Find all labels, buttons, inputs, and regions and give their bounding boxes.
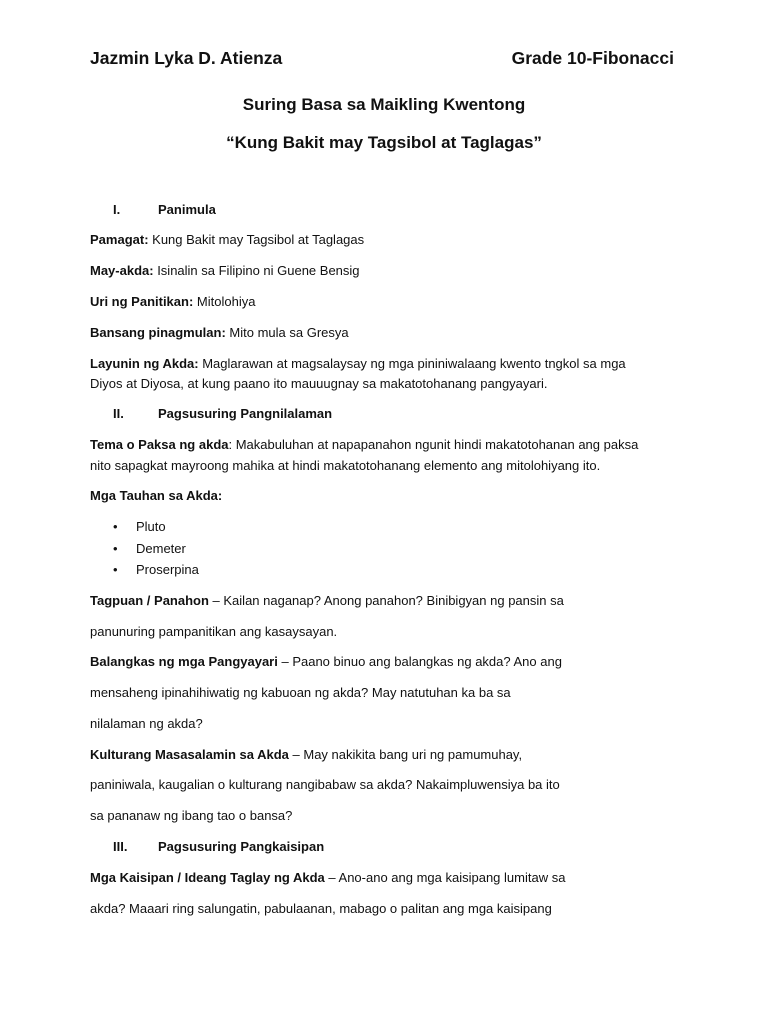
mayakda-value: Isinalin sa Filipino ni Guene Bensig xyxy=(153,263,360,278)
uri-value: Mitolohiya xyxy=(193,294,256,309)
bullet-icon: • xyxy=(113,562,118,577)
tauhan-label: Mga Tauhan sa Akda: xyxy=(90,488,223,503)
kaisipan-label: Mga Kaisipan / Ideang Taglay ng Akda xyxy=(90,870,325,885)
kultura-line-3: sa pananaw ng ibang tao o bansa? xyxy=(90,808,293,823)
mayakda-line xyxy=(90,263,360,278)
tagpuan-label: Tagpuan / Panahon xyxy=(90,593,209,608)
tema-label: Tema o Paksa ng akda xyxy=(90,437,229,452)
tema-value: : Makabuluhan at napapanahon ngunit hindi makatotohanan ang paksa xyxy=(228,437,639,452)
section-number: II. xyxy=(113,406,124,421)
section-title-panimula: Panimula xyxy=(158,202,216,217)
balangkas-label: Balangkas ng mga Pangyayari xyxy=(90,654,278,669)
bullet-icon: • xyxy=(113,519,118,534)
tagpuan-value: – Kailan naganap? Anong panahon? Binibigyan ng pansin sa xyxy=(208,593,564,608)
kultura-label: Kulturang Masasalamin sa Akda xyxy=(90,747,289,762)
tauhan-heading xyxy=(90,488,222,503)
bansa-value: Mito mula sa Gresya xyxy=(225,325,349,340)
document-title: Suring Basa sa Maikling Kwentong xyxy=(242,95,526,114)
list-item: Demeter xyxy=(136,541,186,556)
bansa-line xyxy=(90,325,349,340)
uri-line xyxy=(90,294,255,309)
section-number: I. xyxy=(113,202,121,217)
section-title-pangnilalaman: Pagsusuring Pangnilalaman xyxy=(158,406,333,421)
layunin-line-2: Diyos at Diyosa, at kung paano ito mauuugnay sa makatotohanang pangyayari. xyxy=(90,376,548,391)
story-title: “Kung Bakit may Tagsibol at Taglagas” xyxy=(226,133,542,152)
bullet-icon: • xyxy=(113,541,118,556)
kaisipan-value: – Ano-ano ang mga kaisipang lumitaw sa xyxy=(324,870,566,885)
section-number: III. xyxy=(113,839,128,854)
pamagat-line xyxy=(90,232,364,247)
kultura-value: – May nakikita bang uri ng pamumuhay, xyxy=(288,747,523,762)
balangkas-value: – Paano binuo ang balangkas ng akda? Ano ang xyxy=(277,654,562,669)
layunin-label: Layunin ng Akda: xyxy=(90,356,199,371)
kultura-line-2: paniniwala, kaugalian o kulturang nangibabaw sa akda? Nakaimpluwensiya ba ito xyxy=(90,777,560,792)
layunin-line-1 xyxy=(90,356,626,371)
tema-line-1 xyxy=(90,437,638,452)
tagpuan-line-2: panunuring pampanitikan ang kasaysayan. xyxy=(90,624,338,639)
mayakda-label: May-akda: xyxy=(90,263,154,278)
list-item: Proserpina xyxy=(136,562,199,577)
kultura-line-1 xyxy=(90,747,522,762)
list-item: Pluto xyxy=(136,519,166,534)
uri-label: Uri ng Panitikan: xyxy=(90,294,194,309)
pamagat-value: Kung Bakit may Tagsibol at Taglagas xyxy=(148,232,365,247)
layunin-value: Maglarawan at magsalaysay ng mga pininiwalaang kwento tngkol sa mga xyxy=(198,356,626,371)
pamagat-label: Pamagat: xyxy=(90,232,149,247)
tema-line-2: nito sapagkat mayroong mahika at hindi makatotohanang elemento ang mitolohiyang ito. xyxy=(90,458,601,473)
kaisipan-line-1 xyxy=(90,870,565,885)
student-name: Jazmin Lyka D. Atienza xyxy=(90,48,283,68)
grade-section: Grade 10-Fibonacci xyxy=(511,48,674,68)
tagpuan-line-1 xyxy=(90,593,564,608)
balangkas-line-2: mensaheng ipinahihiwatig ng kabuoan ng akda? May natutuhan ka ba sa xyxy=(90,685,511,700)
bansa-label: Bansang pinagmulan: xyxy=(90,325,226,340)
balangkas-line-1 xyxy=(90,654,562,669)
balangkas-line-3: nilalaman ng akda? xyxy=(90,716,203,731)
kaisipan-line-2: akda? Maaari ring salungatin, pabulaanan, mabago o palitan ang mga kaisipang xyxy=(90,901,552,916)
section-title-pangkaisipan: Pagsusuring Pangkaisipan xyxy=(158,839,325,854)
